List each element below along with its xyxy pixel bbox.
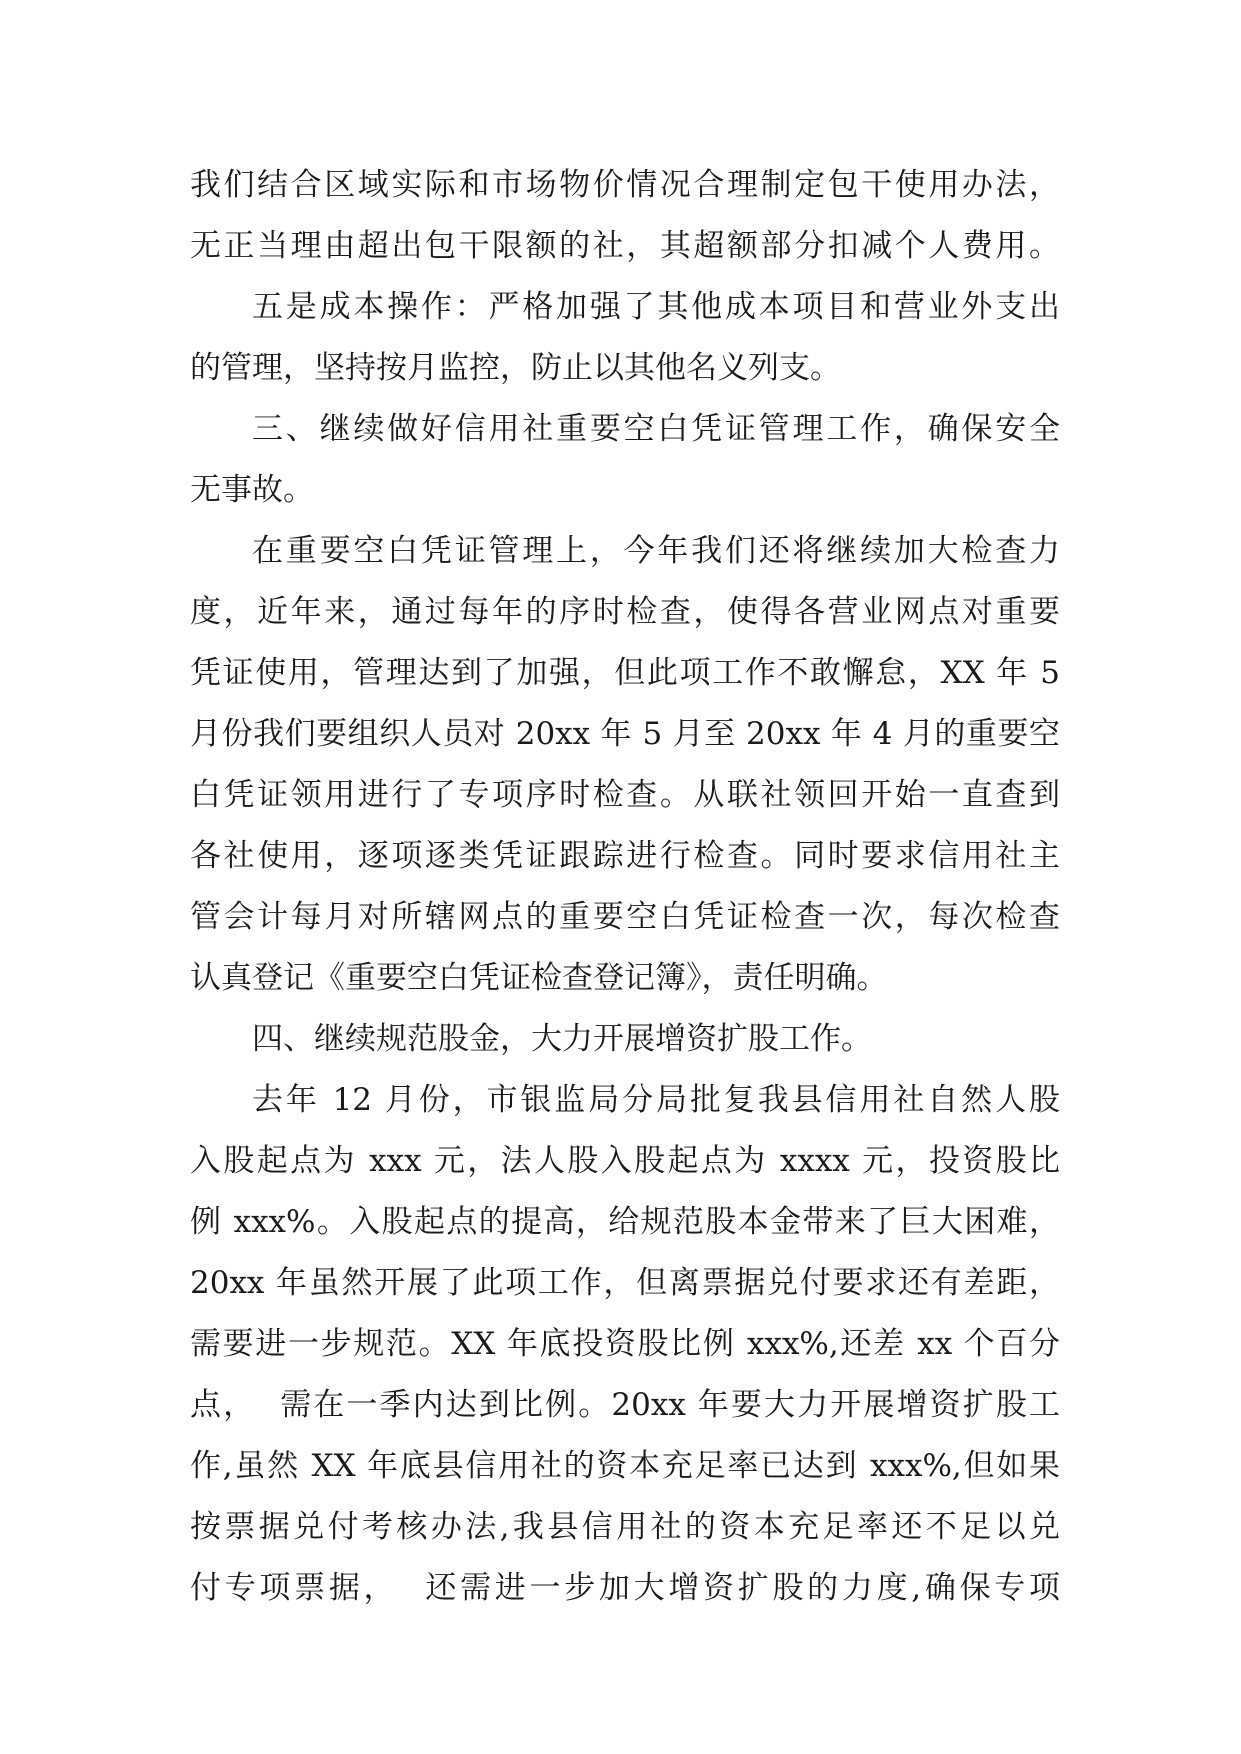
text-line: 入股起点为 xxx 元，法人股入股起点为 xxxx 元，投资股比 — [190, 1143, 1060, 1179]
text-line: 例 xxx%。入股起点的提高，给规范股本金带来了巨大困难， — [190, 1204, 1060, 1240]
text-line: 各社使用，逐项逐类凭证跟踪进行检查。同时要求信用社主 — [190, 838, 1060, 874]
text-line: 点， 需在一季内达到比例。20xx 年要大力开展增资扩股工 — [190, 1387, 1060, 1423]
text-line: 我们结合区域实际和市场物价情况合理制定包干使用办法， — [190, 167, 1060, 203]
document-body — [190, 155, 1060, 1619]
text-line: 需要进一步规范。XX 年底投资股比例 xxx%,还差 xx 个百分 — [190, 1326, 1060, 1362]
text-line: 度，近年来，通过每年的序时检查，使得各营业网点对重要 — [190, 594, 1060, 630]
text-line: 20xx 年虽然开展了此项工作，但离票据兑付要求还有差距， — [190, 1265, 1060, 1301]
text-line: 凭证使用，管理达到了加强，但此项工作不敢懈怠，XX 年 5 — [190, 655, 1060, 691]
text-line: 无事故。 — [190, 472, 314, 508]
text-line: 认真登记《重要空白凭证检查登记簿》，责任明确。 — [190, 960, 888, 996]
text-line: 去年 12 月份，市银监局分局批复我县信用社自然人股 — [252, 1082, 1060, 1118]
text-line: 五是成本操作：严格加强了其他成本项目和营业外支出 — [252, 289, 1060, 325]
text-line: 作,虽然 XX 年底县信用社的资本充足率已达到 xxx%,但如果 — [190, 1448, 1060, 1484]
text-line: 三、继续做好信用社重要空白凭证管理工作，确保安全 — [252, 411, 1060, 447]
text-line: 在重要空白凭证管理上，今年我们还将继续加大检查力 — [252, 533, 1060, 569]
text-line: 付专项票据， 还需进一步加大增资扩股的力度,确保专项 — [190, 1570, 1060, 1606]
text-line: 的管理，坚持按月监控，防止以其他名义列支。 — [190, 350, 841, 386]
text-line: 无正当理由超出包干限额的社，其超额部分扣减个人费用。 — [190, 228, 1060, 264]
text-line: 白凭证领用进行了专项序时检查。从联社领回开始一直查到 — [190, 777, 1060, 813]
text-line: 四、继续规范股金，大力开展增资扩股工作。 — [252, 1021, 872, 1057]
text-line: 月份我们要组织人员对 20xx 年 5 月至 20xx 年 4 月的重要空 — [190, 716, 1060, 752]
text-line: 按票据兑付考核办法,我县信用社的资本充足率还不足以兑 — [190, 1509, 1060, 1545]
text-line: 管会计每月对所辖网点的重要空白凭证检查一次，每次检查 — [190, 899, 1060, 935]
